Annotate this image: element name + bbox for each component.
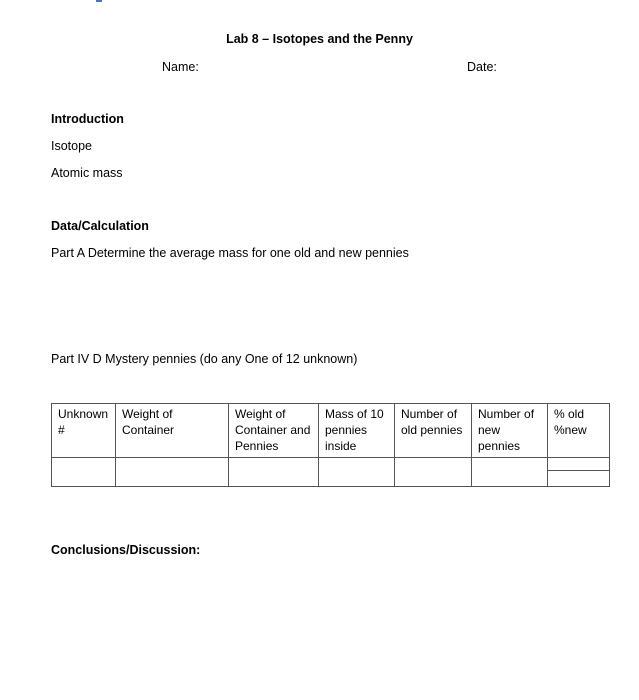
mystery-pennies-table <box>51 403 610 487</box>
header-new-pennies <box>472 404 548 458</box>
data-calculation-heading: Data/Calculation <box>51 219 149 233</box>
cell-weight-container[interactable] <box>116 458 229 487</box>
header-weight-container <box>116 404 229 458</box>
cell-new-pennies[interactable] <box>472 458 548 487</box>
header-text: old pennies <box>401 423 463 437</box>
header-text: Unknown <box>58 407 109 421</box>
page-title: Lab 8 – Isotopes and the Penny <box>226 32 413 46</box>
cell-mass-ten-pennies[interactable] <box>319 458 395 487</box>
header-text: %new <box>554 423 587 437</box>
introduction-heading: Introduction <box>51 112 124 126</box>
header-text: Pennies <box>235 439 279 453</box>
header-text: Container <box>122 423 175 437</box>
header-text: pennies <box>478 439 521 453</box>
part-a-text: Part A Determine the average mass for one old and new pennies <box>51 246 409 260</box>
split-cell <box>548 458 609 486</box>
split-line <box>547 470 610 471</box>
header-old-pennies <box>395 404 472 458</box>
header-text: Number of <box>401 407 458 421</box>
header-text: Container and <box>235 423 311 437</box>
cell-weight-container-pennies[interactable] <box>229 458 319 487</box>
header-text: pennies <box>325 423 368 437</box>
isotope-label: Isotope <box>51 139 93 153</box>
cell-old-pennies[interactable] <box>395 458 472 487</box>
cell-unknown[interactable] <box>52 458 116 487</box>
table-row <box>52 458 610 487</box>
name-label: Name: <box>162 60 199 74</box>
conclusions-heading: Conclusions/Discussion: <box>51 543 201 557</box>
part-iv-text: Part IV D Mystery pennies (do any One of 12 unknown) <box>51 352 358 366</box>
header-unknown <box>52 404 116 458</box>
header-mass-ten-pennies <box>319 404 395 458</box>
header-weight-container-pennies <box>229 404 319 458</box>
header-rule-mark <box>96 0 102 2</box>
header-text: % old <box>554 407 585 421</box>
header-text: Weight of <box>122 407 173 421</box>
cell-percent-old-new[interactable] <box>548 458 610 487</box>
header-percent-old-new <box>548 404 610 458</box>
header-text: Mass of 10 <box>325 407 384 421</box>
atomic-mass-label: Atomic mass <box>51 166 123 180</box>
table-header-row <box>52 404 610 458</box>
date-label: Date: <box>467 60 497 74</box>
header-text: new <box>478 423 501 437</box>
header-text: Number of <box>478 407 535 421</box>
header-text: Weight of <box>235 407 286 421</box>
header-text: inside <box>325 439 357 453</box>
header-text: # <box>58 423 65 437</box>
